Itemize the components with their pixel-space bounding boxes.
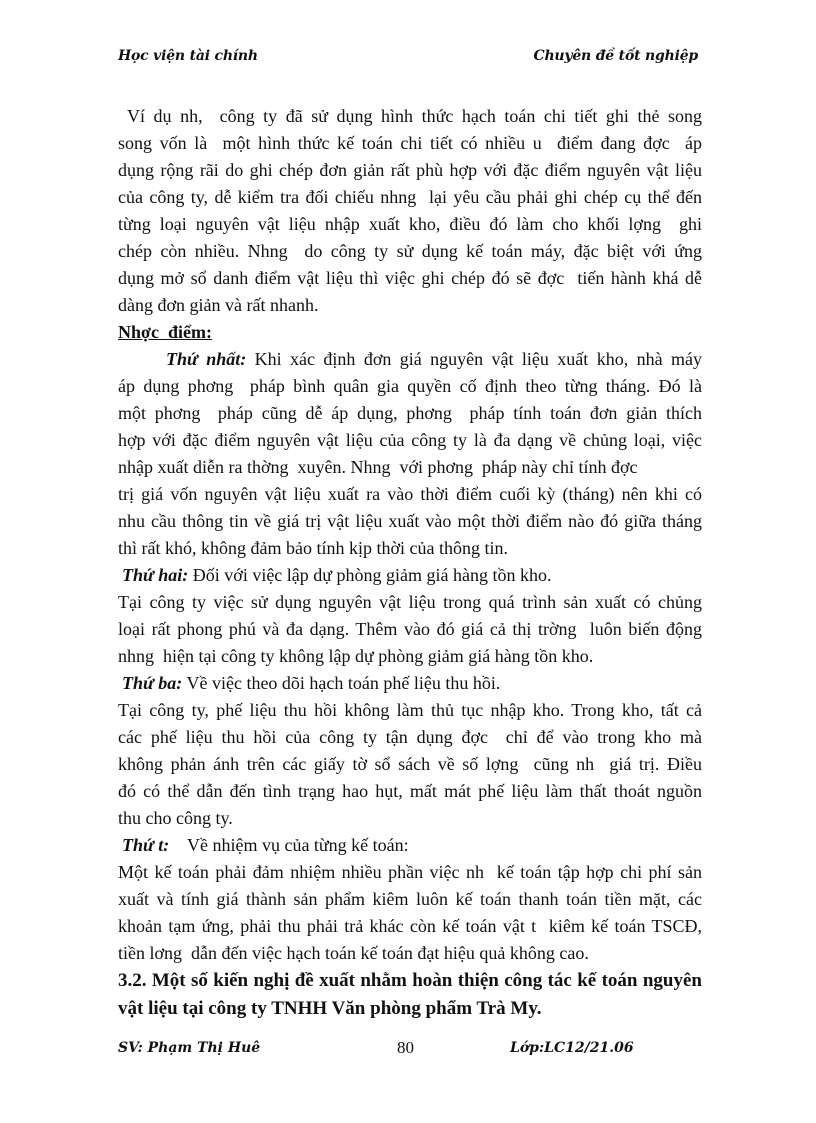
text-line: [118, 157, 702, 184]
text-line: [118, 238, 702, 265]
line-text: Khi xác định đơn giá nguyên vật liệu xuất kho, nhà máy: [246, 349, 702, 369]
text-line: [118, 535, 702, 562]
text-line: [118, 832, 702, 859]
line-text: Nhợc điểm:: [118, 322, 212, 342]
text-line: [118, 103, 702, 130]
point-label: Thứ ba:: [122, 673, 183, 693]
document-body: [118, 103, 702, 1023]
line-text: hợp với đặc điểm nguyên vật liệu của công ty là đa dạng về chủng loại, việc: [118, 430, 702, 450]
line-text: Một kế toán phải đảm nhiệm nhiều phần việc nh kế toán tập hợp chi phí sản: [118, 862, 702, 882]
text-line: [118, 670, 702, 697]
text-line: [118, 697, 702, 724]
line-text: xuất và tính giá thành sản phẩm kiêm luôn kế toán thanh toán tiền mặt, các: [118, 889, 702, 909]
line-text: áp dụng phơng pháp bình quân gia quyền cố định theo từng tháng. Đó là: [118, 376, 702, 396]
line-text: Tại công ty việc sử dụng nguyên vật liệu trong quá trình sản xuất có chủng: [118, 592, 702, 612]
line-text: một phơng pháp cũng dễ áp dụng, phơng pháp tính toán đơn giản thích: [118, 403, 702, 423]
line-text: dàng đơn giản và rất nhanh.: [118, 295, 319, 315]
text-line: [118, 616, 702, 643]
section-heading-line: [118, 967, 702, 995]
text-line: [118, 184, 702, 211]
line-text: Đối với việc lập dự phòng giảm giá hàng tồn kho.: [188, 565, 552, 585]
line-text: dụng rộng rãi do ghi chép đơn giản rất phù hợp với đặc điểm nguyên vật liệu: [118, 160, 702, 180]
text-line: [118, 130, 702, 157]
text-line: [118, 292, 702, 319]
line-text: nhập xuất diễn ra thờng xuyên. Nhng với phơng pháp này chỉ tính đợc: [118, 457, 638, 477]
line-text: thu cho công ty.: [118, 808, 233, 828]
text-line: [118, 481, 702, 508]
text-line: [118, 454, 702, 481]
line-text: của công ty, dễ kiểm tra đối chiếu nhng lại yêu cầu phải ghi chép cụ thể đến: [118, 187, 702, 207]
line-text: Về việc theo dõi hạch toán phế liệu thu hồi.: [182, 673, 501, 693]
text-line: [118, 886, 702, 913]
footer-student: SV: Phạm Thị Huê: [118, 1040, 261, 1056]
text-line: [118, 508, 702, 535]
point-label: Thứ nhất:: [166, 349, 247, 369]
line-text: Ví dụ nh, công ty đã sử dụng hình thức hạch toán chi tiết ghi thẻ song: [127, 106, 702, 126]
text-line: [118, 724, 702, 751]
text-line: [118, 940, 702, 967]
line-text: không phản ánh trên các giấy tờ sổ sách về số lợng cũng nh giá trị. Điều: [118, 754, 702, 774]
text-line: [118, 751, 702, 778]
header-document-type: Chuyên đề tốt nghiệp: [533, 48, 698, 64]
line-text: nhu cầu thông tin về giá trị vật liệu xuất vào một thời điểm nào đó giữa tháng: [118, 511, 702, 531]
footer-class: Lớp:LC12/21.06: [510, 1040, 634, 1056]
section-heading-line: [118, 995, 702, 1023]
text-line: [118, 373, 702, 400]
line-text: chép còn nhiều. Nhng do công ty sử dụng kế toán máy, đặc biệt với ứng: [118, 241, 702, 261]
text-line: [118, 265, 702, 292]
text-line: [118, 778, 702, 805]
text-line: [118, 643, 702, 670]
line-text: dụng mở sổ danh điểm vật liệu thì việc ghi chép đó sẽ đợc tiến hành khá dễ: [118, 268, 702, 288]
line-text: vật liệu tại công ty TNHH Văn phòng phẩm Trà My.: [118, 998, 542, 1019]
text-line: [118, 400, 702, 427]
line-text: Tại công ty, phế liệu thu hồi không làm thủ tục nhập kho. Trong kho, tất cả: [118, 700, 702, 720]
point-label: Thứ hai:: [122, 565, 189, 585]
text-line: [118, 859, 702, 886]
text-line: [118, 346, 702, 373]
line-text: loại rất phong phú và đa dạng. Thêm vào đó giá cả thị trờng luôn biến động: [118, 619, 702, 639]
text-line: [118, 211, 702, 238]
line-text: 3.2. Một số kiến nghị đề xuất nhằm hoàn thiện công tác kế toán nguyên: [118, 970, 702, 991]
text-line: [118, 562, 702, 589]
line-text: tiền lơng dẫn đến việc hạch toán kế toán đạt hiệu quả không cao.: [118, 943, 589, 963]
line-text: trị giá vốn nguyên vật liệu xuất ra vào thời điểm cuối kỳ (tháng) nên khi có: [118, 484, 702, 504]
text-line: [118, 427, 702, 454]
line-text: Về nhiệm vụ của từng kế toán:: [169, 835, 409, 855]
line-text: đó có thể dẫn đến tình trạng hao hụt, mất mát phế liệu làm thất thoát nguồn: [118, 781, 702, 801]
line-text: nhng hiện tại công ty không lập dự phòng giảm giá hàng tồn kho.: [118, 646, 594, 666]
page-number: 80: [397, 1038, 414, 1057]
line-text: thì rất khó, không đảm bảo tính kịp thời của thông tin.: [118, 538, 508, 558]
line-text: từng loại nguyên vật liệu nhập xuất kho, điều đó làm cho khối lợng ghi: [118, 214, 702, 234]
point-label: Thứ t:: [122, 835, 170, 855]
text-line: [118, 913, 702, 940]
text-line: [118, 805, 702, 832]
line-text: song vốn là một hình thức kế toán chi tiết có nhiều u điểm đang đợc áp: [118, 133, 702, 153]
line-text: các phế liệu thu hồi của công ty tận dụng đợc chỉ để vào trong kho mà: [118, 727, 702, 747]
text-line: [118, 589, 702, 616]
text-line: [118, 319, 702, 346]
line-text: khoản tạm ứng, phải thu phải trả khác còn kế toán vật t kiêm kế toán TSCĐ,: [118, 916, 702, 936]
header-institution: Học viện tài chính: [118, 48, 258, 64]
